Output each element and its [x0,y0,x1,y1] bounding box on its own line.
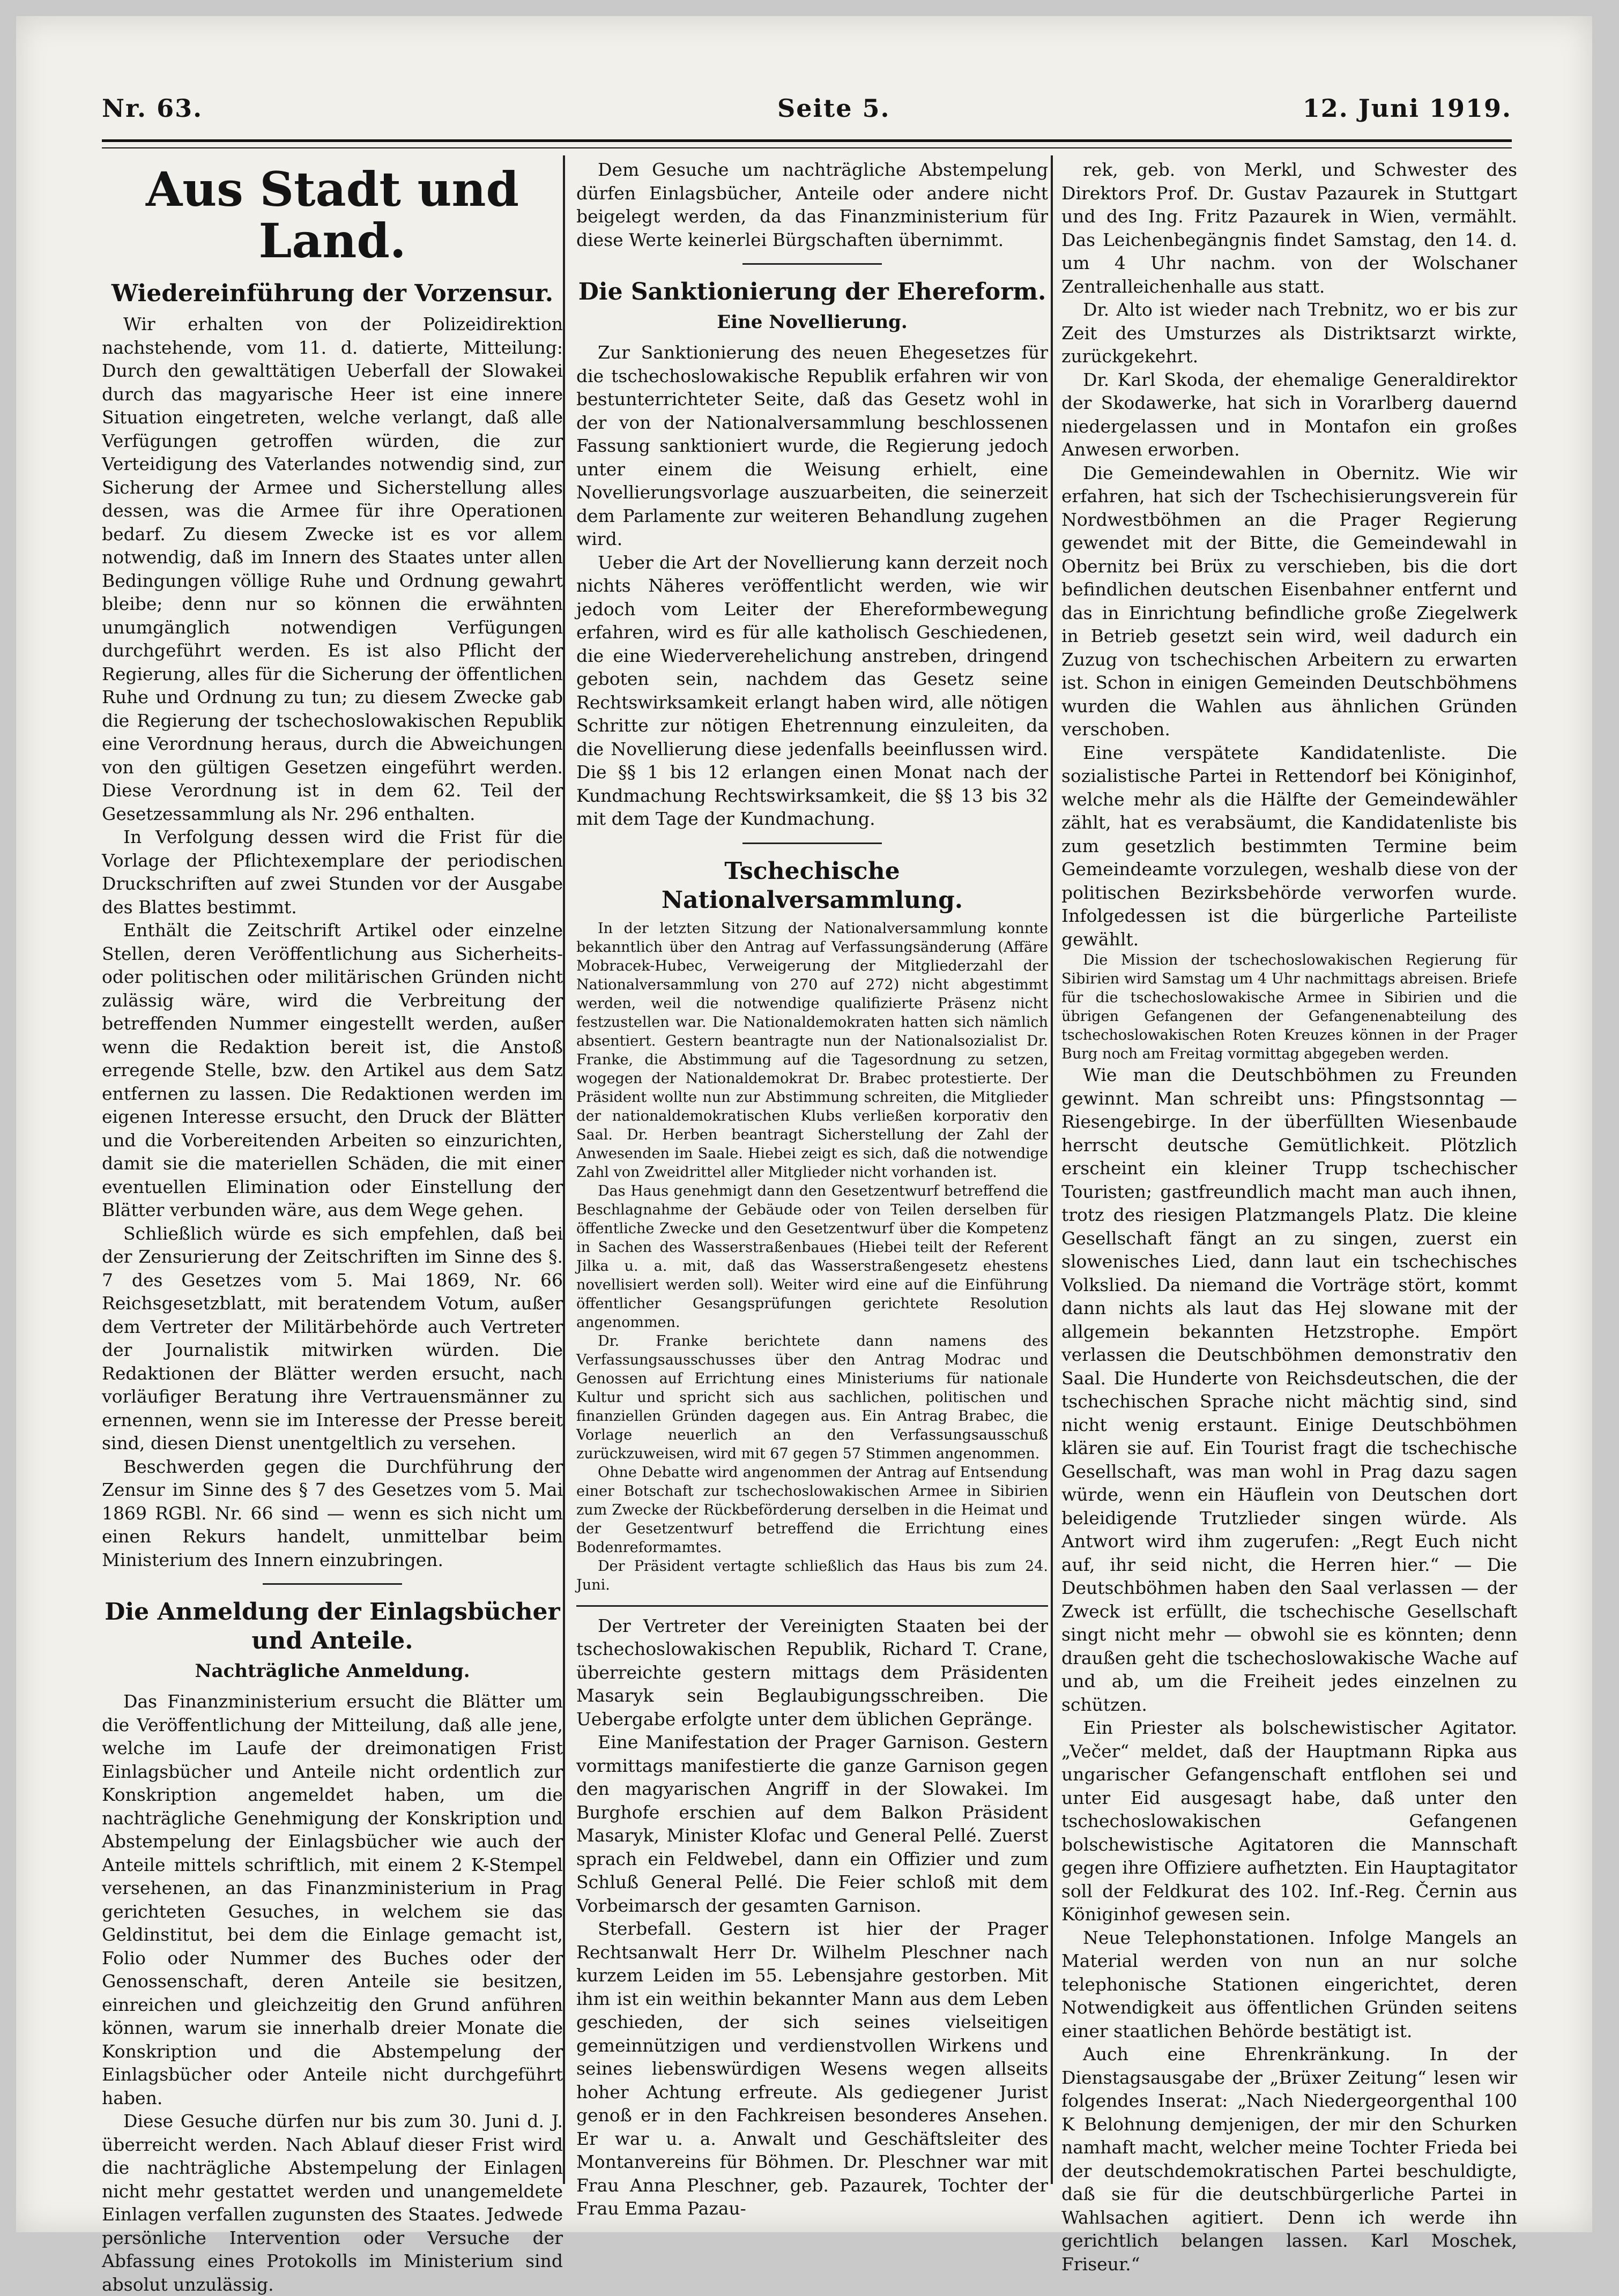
masthead [102,83,1512,147]
article-paragraph: Dr. Karl Skoda, der ehemalige Generaldirektor der Skodawerke, hat sich in Vorarlberg dauernd niedergelassen und in Montafon ein großes Anwesen erworben. [1061,369,1517,460]
issue-date: 12. Juni 1919. [1302,94,1512,123]
article-paragraph: Sterbefall. Gestern ist hier der Prager Rechtsanwalt Herr Dr. Wilhelm Pleschner nach kurzem Leiden im 55. Lebensjahre gestorben. Mit ihm ist ein weithin bekannter Mann aus dem Leben geschieden, der sich seines vielseitigen gemeinnützigen und verdienstvollen Wirkens und seines liebenswürdigen Wesens wegen allseits hoher Achtung erfreute. Als gediegener Jurist genoß er in den Fachkreisen besonderes Ansehen. Er war u. a. Anwalt und Geschäftsleiter des Montanvereins für Böhmen. Dr. Pleschner war mit Frau Anna Pleschner, geb. Pazaurek, Tochter der Frau Emma Pazau- [576,1918,1048,2219]
newspaper-page [16,16,1592,2295]
article-paragraph: Die Mission der tschechoslowakischen Regierung für Sibirien wird Samstag um 4 Uhr nachmittags abreisen. Briefe für die tschechoslowakische Armee in Sibirien und die übrigen Gefangenen der Gefangenenabteilung des tschechoslowakischen Roten Kreuzes können in der Prager Burg noch am Freitag vormittag abgegeben werden. [1061,952,1517,1062]
article-paragraph: Ohne Debatte wird angenommen der Antrag auf Entsendung einer Botschaft zur tschechoslowakischen Armee in Sibirien zum Zwecke der Rückbeförderung derselben in die Heimat und der Gesetzentwurf betreffend die Errichtung eines Bodenreformamtes. [576,1464,1048,1556]
article-ehereform [576,341,1048,831]
article-paragraph: Der Präsident vertagte schließlich das Haus bis zum 24. Juni. [576,1557,1048,1593]
article-paragraph: Die Gemeindewahlen in Obernitz. Wie wir erfahren, hat sich der Tschechisierungsverein für Nordwestböhmen an die Prager Regierung gewendet mit der Bitte, die Gemeindewahl in Obernitz bei Brüx zu verschieben, bis die dort befindlichen deutschen Eisenbahner entfernt und das in Einrichtung befindliche große Ziegelwerk in Betrieb gesetzt sein wird, weil dadurch ein Zuzug von tschechischen Arbeitern zu erwarten ist. Schon in einigen Gemeinden Deutschböhmens wurden die Wahlen aus ähnlichen Gründen verschoben. [1061,462,1517,740]
issue-number: Nr. 63. [102,94,203,123]
article-paragraph: Eine Manifestation der Prager Garnison. Gestern vormittags manifestierte die ganze Garnison gegen den magyarischen Angriff in der Slowakei. Im Burghofe erschien auf dem Balkon Präsident Masaryk, Minister Klofac und General Pellé. Zuerst sprach ein Feldwebel, dann ein Offizier und zum Schluß General Pellé. Die Feier schloß mit dem Vorbeimarsch der gesamten Garnison. [576,1732,1048,1916]
column-2 [576,158,1048,2219]
article-paragraph: Wie man die Deutschböhmen zu Freunden gewinnt. Man schreibt uns: Pfingstsonntag — Riesengebirge. In der überfüllten Wiesenbaude herrscht deutsche Gemütlichkeit. Plötzlich erscheint ein kleiner Trupp tschechischer Touristen; gastfreundlich macht man auch ihnen, trotz des riesigen Platzmangels Platz. Die kleine Gesellschaft fängt an zu singen, zuerst ein slowenisches Lied, dann laut ein tschechisches Volkslied. Da niemand die Vorträge stört, kommt dann nichts als laut das Hej slowane mit der allgemein bekannten Hetzstrophe. Empört verlassen die Deutschböhmen demonstrativ den Saal. Die Hunderte von Reichsdeutschen, die der tschechischen Sprache nicht mächtig sind, sind nicht wenig erstaunt. Einige Deutschböhmen klären sie auf. Ein Tourist fragt die tschechische Gesellschaft, was man wohl in Prag dazu sagen würde, wenn ein Häuflein von Deutschen dort beleidigende Trutzlieder singen würde. Als Antwort wird ihm zugerufen: „Regt Euch nicht auf, ihr seid nicht, die Herren hier.“ — Die Deutschböhmen haben den Saal verlassen — der Zweck ist erfüllt, die tschechische Gesellschaft singt nicht mehr — obwohl sie es könnten; denn draußen geht die tschechoslowakische Wache auf und ab, um die Freiheit jedes einzelnen zu schützen. [1061,1064,1517,1715]
article-paragraph: Dem Gesuche um nachträgliche Abstempelung dürfen Einlagsbücher, Anteile oder andere nicht beigelegt werden, da das Finanzministerium für diese Werte keinerlei Bürgschaften übernimmt. [576,159,1048,250]
article-separator [576,1605,1048,1607]
article-paragraph: Ein Priester als bolschewistischer Agitator. „Večer“ meldet, daß der Hauptmann Ripka aus ungarischer Gefangenschaft entflohen sei und unter Eid ausgesagt habe, daß unter den tschechoslowakischen Gefangenen bolschewistische Agitatoren die Mannschaft gegen ihre Offiziere aufhetzten. Ein Hauptagitator soll der Feldkurat des 102. Inf.-Reg. Černin aus Königinhof gewesen sein. [1061,1717,1517,1925]
article-subtitle: Eine Novellierung. [717,311,908,333]
article-separator [742,263,882,265]
article-paragraph: Ueber die Art der Novellierung kann derzeit noch nichts Näheres veröffentlicht werden, wie wir jedoch vom Leiter der Ehereformbewegung erfahren, wird es für alle katholisch Geschiedenen, die eine Wiederverehelichung anstreben, dringend geboten sein, nachdem das Gesetz seine Rechtswirksamkeit erlangt haben wird, alle nötigen Schritte zur nötigen Ehetrennung einzuleiten, da die Novellierung diese jedenfalls beeinflussen wird. Die §§ 1 bis 12 erlangen einen Monat nach der Kundmachung Rechtswirksamkeit, die §§ 13 bis 32 mit dem Tage der Kundmachung. [576,551,1048,829]
article-einlagsbuecher [102,1690,563,2296]
page-number: Seite 5. [777,94,890,123]
article-title-ehereform: Die Sanktionierung der Ehereform. [578,278,1046,305]
article-paragraph: Dr. Alto ist wieder nach Trebnitz, wo er bis zur Zeit des Umsturzes als Distriktsarzt wirkte, zurückgekehrt. [1061,299,1517,367]
article-title-vorzensur: Wiedereinführung der Vorzensur. [111,280,554,307]
article-news-items [576,1614,1048,2220]
article-separator [263,1583,402,1585]
article-title-nationalversammlung: Tschechische Nationalversammlung. [661,857,963,914]
article-paragraph: Neue Telephonstationen. Infolge Mangels an Material werden von nun an nur solche telephonische Stationen eingerichtet, deren Notwendigkeit aus öffentlichen Gründen seitens einer staatlichen Behörde bestätigt ist. [1061,1927,1517,2041]
article-paragraph: Beschwerden gegen die Durchführung der Zensur im Sinne des § 7 des Gesetzes vom 5. Mai 1869 RGBl. Nr. 66 sind — wenn es sich nicht um einen Rekurs handelt, unmittelbar beim Ministerium des Innern einzubringen. [102,1456,563,1570]
article-paragraph: Dr. Franke berichtete dann namens des Verfassungsausschusses über den Antrag Modrac und Genossen auf Errichtung eines Ministeriums für nationale Kultur und spricht sich aus sachlichen, politischen und finanziellen Gründen dagegen aus. Ein Antrag Brabec, die Vorlage neuerlich an den Verfassungsausschuß zurückzuweisen, wird mit 67 gegen 57 Stimmen angenommen. [576,1332,1048,1462]
article-continuation [576,158,1048,251]
article-paragraph: Schließlich würde es sich empfehlen, daß bei der Zensurierung der Zeitschriften im Sinne des §. 7 des Gesetzes vom 5. Mai 1869, Nr. 66 Reichsgesetzblatt, mit beratendem Votum, außer dem Vertreter der Militärbehörde auch Vertreter der Journalistik mitwirken würden. Die Redaktionen der Blätter werden ersucht, nach vorläufiger Beratung ihre Vertrauensmänner zu ernennen, wenn sie im Interesse der Presse bereit sind, diesen Dienst unentgeltlich zu versehen. [102,1222,563,1453]
article-paragraph: Auch eine Ehrenkränkung. In der Dienstagsausgabe der „Brüxer Zeitung“ lesen wir folgendes Inserat: „Nach Niedergeorgenthal 100 K Belohnung demjenigen, der mir den Schurken namhaft macht, welcher meine Tochter Frieda bei der deutschdemokratischen Partei beschuldigte, daß sie für die deutschbürgerliche Partei in Wahlsachen agitiert. Denn ich werde ihn gerichtlich belangen lassen. Karl Moschek, Friseur.“ [1061,2044,1517,2275]
article-paragraph: rek, geb. von Merkl, und Schwester des Direktors Prof. Dr. Gustav Pazaurek in Stuttgart und des Ing. Fritz Pazaurek in Wien, vermählt. Das Leichenbegängnis findet Samstag, den 14. d. um 4 Uhr nachm. von der Wolschaner Zentralleichenhalle aus statt. [1061,159,1517,297]
column-1 [102,158,563,2295]
section-title: Aus Stadt und Land. [146,161,519,269]
article-paragraph: Der Vertreter der Vereinigten Staaten bei der tschechoslowakischen Republik, Richard T. Crane, überreichte gestern mittags dem Präsidenten Masaryk sein Beglaubigungsschreiben. Die Uebergabe erfolgte unter dem üblichen Gepränge. [576,1615,1048,1730]
article-paragraph: Das Finanzministerium ersucht die Blätter um die Veröffentlichung der Mitteilung, daß alle jene, welche im Laufe der dreimonatigen Frist Einlagsbücher und Anteile nicht ordentlich zur Konskription angemeldet haben, um die nachträgliche Genehmigung der Konskription und Abstempelung der Einlagsbücher wie auch der Anteile mittels schriftlich, mit einem 2 K-Stempel versehenen, an das Finanzministerium in Prag gerichteten Gesuches, in welchem sie das Geldinstitut, bei dem die Einlage gemacht ist, Folio oder Nummer des Buches oder der Genossenschaft, deren Anteile sie besitzen, einreichen und gleichzeitig den Grund anführen können, warum sie innerhalb dreier Monate die Konskription und die Abstempelung der Einlagsbücher oder Anteile nicht durchgeführt haben. [102,1691,563,2108]
article-paragraph: Diese Gesuche dürfen nur bis zum 30. Juni d. J. überreicht werden. Nach Ablauf dieser Frist wird die nachträgliche Abstempelung der Einlagen nicht mehr gestattet werden und unangemeldete Einlagen verfallen zugunsten des Staates. Jedwede persönliche Intervention oder Versuche der Abfassung eines Protokolls im Ministerium sind absolut unzulässig. [102,2111,563,2295]
column-divider-2 [1051,155,1053,2184]
article-title-einlagsbuecher: Die Anmeldung der Einlagsbücher und Anteile. [105,1598,560,1654]
article-subtitle: Nachträgliche Anmeldung. [195,1660,470,1682]
article-vorzensur [102,312,563,1571]
article-nationalversammlung [576,919,1048,1594]
article-paragraph: Wir erhalten von der Polizeidirektion nachstehende, vom 11. d. datierte, Mitteilung: Durch den gewalttätigen Ueberfall der Slowakei durch das magyarische Heer ist eine innere Situation eingetreten, welche verlangt, daß alle Verfügungen getroffen würden, die zur Verteidigung des Vaterlandes notwendig sind, zur Sicherung der Armee und Sicherstellung alles dessen, was die Armee für ihre Operationen bedarf. Zu diesem Zwecke ist es vor allem notwendig, daß im Innern des Staates unter allen Bedingungen völlige Ruhe und Ordnung gewahrt bleibe; denn nur so können die erwähnten unumgänglich notwendigen Verfügungen durchgeführt werden. Es ist also Pflicht der Regierung, alles für die Sicherung der öffentlichen Ruhe und Ordnung zu tun; zu diesem Zwecke gab die Regierung der tschechoslowakischen Republik eine Verordnung heraus, durch die Abweichungen von den gültigen Gesetzen eingeführt werden. Diese Verordnung ist in dem 62. Teil der Gesetzessammlung als Nr. 296 enthalten. [102,314,563,824]
column-divider-1 [563,155,565,2184]
article-separator [742,843,882,844]
column-3 [1061,158,1517,2275]
article-paragraph: In der letzten Sitzung der Nationalversammlung konnte bekanntlich über den Antrag auf Verfassungsänderung (Affäre Mobracek-Hubec, Verweigerung der Mitgliederzahl der Nationalversammlung von 270 auf 272) nicht abgestimmt werden, weil die notwendige qualifizierte Präsenz nicht festzustellen war. Die Nationaldemokraten hatten sich nämlich absentiert. Gestern beantragte nun der Nationalsozialist Dr. Franke, die Abstimmung auf die Tagesordnung zu setzen, wogegen der Nationaldemokrat Dr. Brabec protestierte. Der Präsident wollte nun zur Abstimmung schreiten, die Mitglieder der nationaldemokratischen Klubs verließen korporativ den Saal. Dr. Herben beantragt Sicherstellung der Zahl der Anwesenden im Saale. Hiebei zeigt es sich, daß die notwendige Zahl von Zweidrittel aller Mitglieder nicht vorhanden ist. [576,920,1048,1181]
masthead-rule [102,139,1512,148]
article-paragraph: Enthält die Zeitschrift Artikel oder einzelne Stellen, deren Veröffentlichung aus Sicherheits- oder politischen oder militärischen Gründen nicht zulässig wäre, wird die Verbreitung der betreffenden Nummer eingestellt werden, außer wenn die Redaktion bereit ist, die Anstoß erregende Stelle, bzw. den Artikel aus dem Satz entfernen zu lassen. Die Redaktionen werden im eigenen Interesse ersucht, den Druck der Blätter und die Vorbereitenden Arbeiten so einzurichten, damit sie die materiellen Schäden, die mit einer eventuellen Elimination oder Einstellung der Blätter verbunden wäre, aus dem Wege gehen. [102,920,563,1220]
article-paragraph: Das Haus genehmigt dann den Gesetzentwurf betreffend die Beschlagnahme der Gebäude oder von Teilen derselben für öffentliche Zwecke und den Gesetzentwurf über die Kompetenz in Sachen des Wasserstraßenbaues (Hiebei teilt der Referent Jilka u. a. mit, daß das Wasserstraßengesetz ehestens novellisiert werden soll). Weiter wird eine auf die Einführung öffentlicher Gesangsprüfungen gerichtete Resolution angenommen. [576,1182,1048,1331]
article-paragraph: In Verfolgung dessen wird die Frist für die Vorlage der Pflichtexemplare der periodischen Druckschriften auf zwei Stunden vor der Ausgabe des Blattes bestimmt. [102,826,563,918]
article-paragraph: Eine verspätete Kandidatenliste. Die sozialistische Partei in Rettendorf bei Königinhof, welche mehr als die Hälfte der Gemeindewähler zählt, hat es verabsäumt, die Kandidatenliste bis zum gesetzlich bestimmten Termine beim Gemeindeamte vorzulegen, weshalb diese von der politischen Bezirksbehörde verworfen wurde. Infolgedessen ist die bürgerliche Parteiliste gewählt. [1061,742,1517,950]
article-paragraph: Zur Sanktionierung des neuen Ehegesetzes für die tschechoslowakische Republik erfahren wir von bestunterrichteter Seite, daß das Gesetz wohl in der von der Nationalversammlung beschlossenen Fassung sanktioniert wurde, die Regierung jedoch unter einem die Weisung erhielt, eine Novellierungsvorlage auszuarbeiten, die seinerzeit dem Parlamente zur weiteren Behandlung zugehen wird. [576,342,1048,549]
